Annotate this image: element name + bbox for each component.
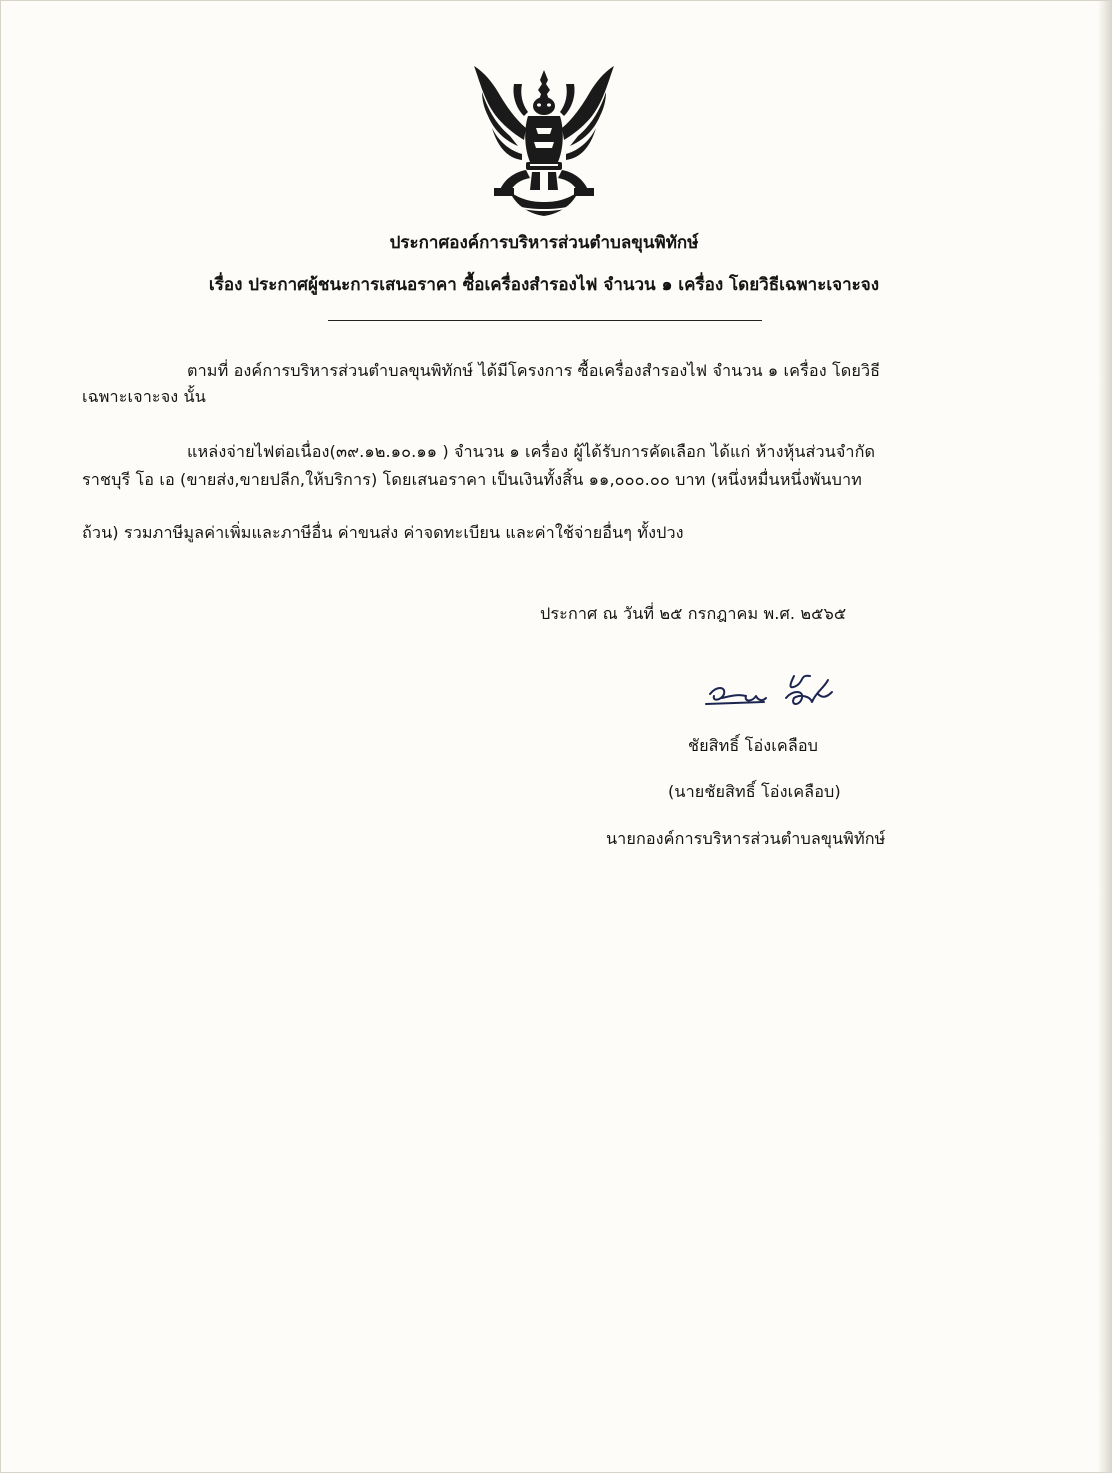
title-divider (328, 320, 762, 321)
body-paragraph-1-line-1: ตามที่ องค์การบริหารส่วนตำบลขุนพิทักษ์ ได้มีโครงการ ซื้อเครื่องสำรองไฟ จำนวน ๑ เครื่อง โดยวิธี (187, 361, 881, 380)
body-paragraph-2-line-3: ถ้วน) รวมภาษีมูลค่าเพิ่มและภาษีอื่น ค่าขนส่ง ค่าจดทะเบียน และค่าใช้จ่ายอื่นๆ ทั้งปวง (82, 523, 684, 542)
announcement-subject: เรื่อง ประกาศผู้ชนะการเสนอราคา ซื้อเครื่องสำรองไฟ จำนวน ๑ เครื่อง โดยวิธีเฉพาะเจาะจง (208, 275, 880, 295)
body-paragraph-2-line-1: แหล่งจ่ายไฟต่อเนื่อง(๓๙.๑๒.๑๐.๑๑ ) จำนวน ๑ เครื่อง ผู้ได้รับการคัดเลือก ได้แก่ ห้างหุ้นส่วนจำกัด (187, 442, 876, 461)
signer-full-name: (นายชัยสิทธิ์ โอ่งเคลือบ) (668, 782, 841, 801)
announcement-title: ประกาศองค์การบริหารส่วนตำบลขุนพิทักษ์ (389, 233, 699, 253)
signer-position: นายกองค์การบริหารส่วนตำบลขุนพิทักษ์ (606, 829, 886, 848)
body-paragraph-2-line-2: ราชบุรี โอ เอ (ขายส่ง,ขายปลีก,ให้บริการ) โดยเสนอราคา เป็นเงินทั้งสิ้น ๑๑,๐๐๐.๐๐ บาท (หนึ่งหมื่นหนึ่งพันบาท (82, 470, 862, 489)
handwritten-signature (700, 668, 840, 720)
announcement-date: ประกาศ ณ วันที่ ๒๕ กรกฎาคม พ.ศ. ๒๕๖๕ (540, 604, 847, 623)
page-edge-shadow (1098, 0, 1112, 1473)
body-paragraph-1-line-2: เฉพาะเจาะจง นั้น (82, 387, 206, 406)
signer-name: ชัยสิทธิ์ โอ่งเคลือบ (688, 736, 819, 755)
garuda-emblem-icon (470, 62, 618, 224)
